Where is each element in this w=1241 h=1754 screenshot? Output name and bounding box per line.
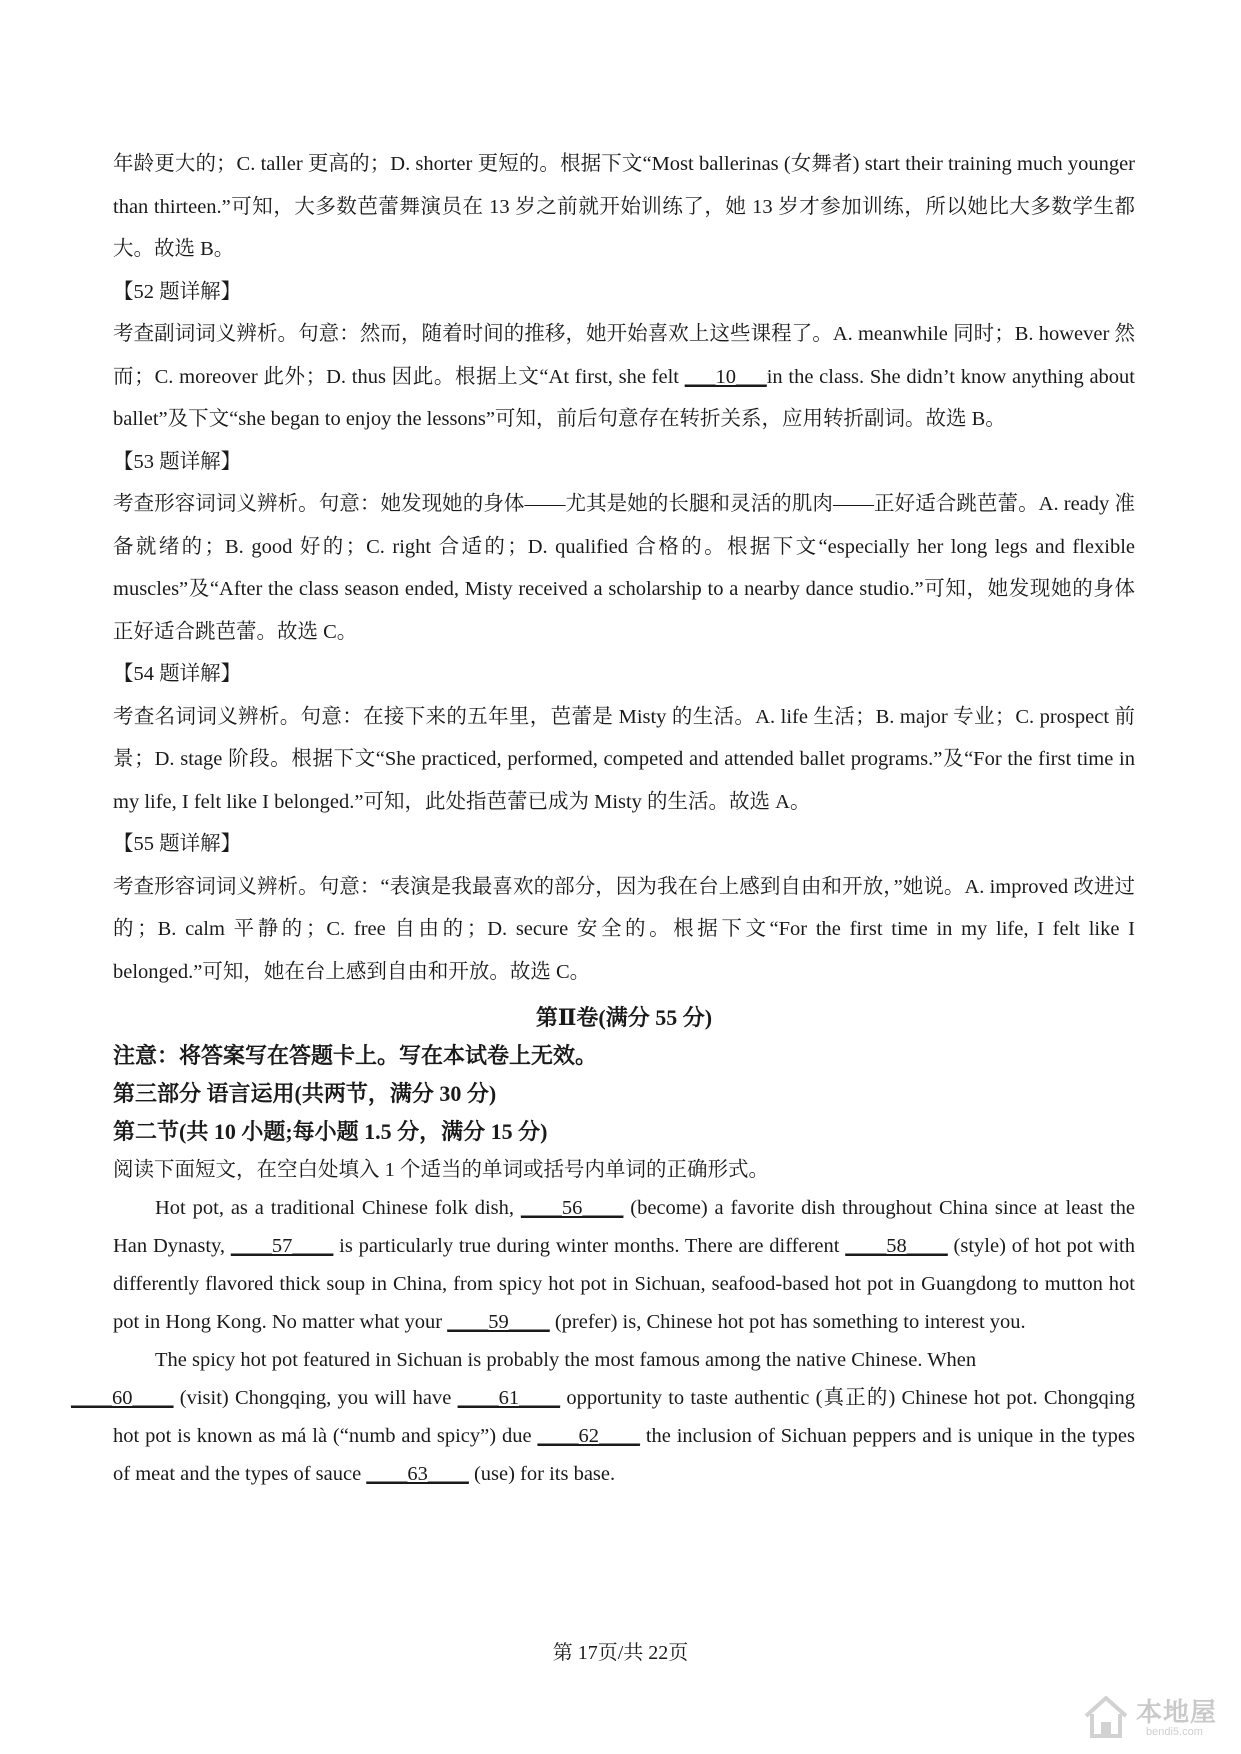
- q53-heading: 【53 题详解】: [113, 450, 242, 473]
- part-heading: 第三部分 语言运用(共两节，满分 30 分): [113, 1081, 497, 1106]
- analysis-q52-text-a: 考查副词词义辨析。句意：然而，随着时间的推移，她开始喜欢上这些课程了。A. meanwhile 同时；B. however 然而；C. moreover 此外；D. thus 因此。根据上文“At first, she felt: [113, 323, 1135, 388]
- q54-heading: 【54 题详解】: [113, 663, 242, 685]
- watermark-name: 本地屋: [1136, 1697, 1218, 1727]
- watermark-url: bendi5.com: [1146, 1726, 1203, 1738]
- p1-text-3: is particularly true during winter months. There are different: [333, 1235, 846, 1257]
- p1-text-1: Hot pot, as a traditional Chinese folk dish,: [155, 1197, 521, 1219]
- blank-60: ____60____: [71, 1387, 174, 1409]
- passage-paragraph-1: [113, 1189, 1135, 1341]
- analysis-q52-text-b: in the class. She didn’t know anything about ballet”及下文“she began to enjoy the lessons”可知，前后句意存在转折关系，应用转折副词。故选 B。: [113, 365, 1135, 430]
- blank-57: ____57____: [230, 1235, 334, 1257]
- analysis-q52: [113, 313, 1135, 441]
- p2-text-2: (visit) Chongqing, you will have: [173, 1387, 458, 1409]
- blank-56: ____56____: [520, 1197, 624, 1219]
- p2-text-1: The spicy hot pot featured in Sichuan is probably the most famous among the native Chinese. When: [155, 1349, 977, 1371]
- subsection-heading: 第二节(共 10 小题;每小题 1.5 分，满分 15 分): [113, 1119, 548, 1144]
- p2-text-3: opportunity to taste authentic (真正的) Chinese hot pot. Chongqing hot pot is known as má là (“numb and spicy”) due: [113, 1387, 1135, 1447]
- blank-62: ____62____: [537, 1425, 640, 1447]
- blank-59: ____59____: [447, 1311, 550, 1333]
- p2-text-4: the inclusion of Sichuan peppers and is unique in the types of meat and the types of sauce: [113, 1425, 1135, 1485]
- house-logo-icon: [1080, 1690, 1132, 1742]
- page-content: [71, 143, 1135, 1493]
- analysis-q54: 考查名词词义辨析。句意：在接下来的五年里，芭蕾是 Misty 的生活。A. life 生活；B. major 专业；C. prospect 前景；D. stage 阶段。根据下文“She practiced, performed, competed and attended ballet programs.”及“For the first time in my life, I felt like I belonged.”可知，此处指芭蕾已成为 Misty 的生活。故选 A。: [113, 705, 1135, 813]
- p1-text-5: (prefer) is, Chinese hot pot has something to interest you.: [549, 1311, 1026, 1333]
- analysis-q53: 考查形容词词义辨析。句意：她发现她的身体——尤其是她的长腿和灵活的肌肉——正好适合跳芭蕾。A. ready 准备就绪的；B. good 好的；C. right 合适的；D. qualified 合格的。根据下文“especially her long legs and flexible muscles”及“After the class season ended, Misty received a scholarship to a nearby dance studio.”可知，她发现她的身体正好适合跳芭蕾。故选 C。: [113, 493, 1135, 643]
- blank-58: ____58____: [845, 1235, 948, 1257]
- p1-text-2: (become) a favorite dish throughout China since at least the Han Dynasty,: [113, 1197, 1135, 1257]
- blank-61: ____61____: [457, 1387, 561, 1409]
- passage-paragraph-2: [71, 1341, 1135, 1493]
- blank-10: ___10___: [684, 365, 767, 388]
- q55-heading: 【55 题详解】: [113, 833, 242, 855]
- analysis-q51-continued: 年龄更大的；C. taller 更高的；D. shorter 更短的。根据下文“Most ballerinas (女舞者) start their training much younger than thirteen.”可知，大多数芭蕾舞演员在 13 岁之前就开始训练了，她 13 岁才参加训练，所以她比大多数学生都大。故选 B。: [113, 153, 1135, 260]
- blank-63: ____63____: [366, 1463, 469, 1485]
- instruction: 阅读下面短文，在空白处填入 1 个适当的单词或括号内单词的正确形式。: [113, 1159, 769, 1181]
- volume-title: 第Ⅱ卷(满分 55 分): [535, 1005, 713, 1030]
- p2-text-5: (use) for its base.: [468, 1463, 616, 1485]
- notice: 注意：将答案写在答题卡上。写在本试卷上无效。: [113, 1043, 598, 1068]
- analysis-q55: 考查形容词词义辨析。句意：“表演是我最喜欢的部分，因为我在台上感到自由和开放，”她说。A. improved 改进过的；B. calm 平静的；C. free 自由的；D. secure 安全的。根据下文“For the first time in my life, I felt like I belonged.”可知，她在台上感到自由和开放。故选 C。: [113, 875, 1135, 983]
- p1-text-4: (style) of hot pot with differently flavored thick soup in China, from spicy hot pot in Sichuan, seafood-based hot pot in Guangdong to mutton hot pot in Hong Kong. No matter what your: [113, 1235, 1135, 1333]
- q52-heading: 【52 题详解】: [113, 280, 242, 303]
- watermark: [1080, 1690, 1230, 1746]
- page-number: 第 17页/共 22页: [552, 1642, 689, 1664]
